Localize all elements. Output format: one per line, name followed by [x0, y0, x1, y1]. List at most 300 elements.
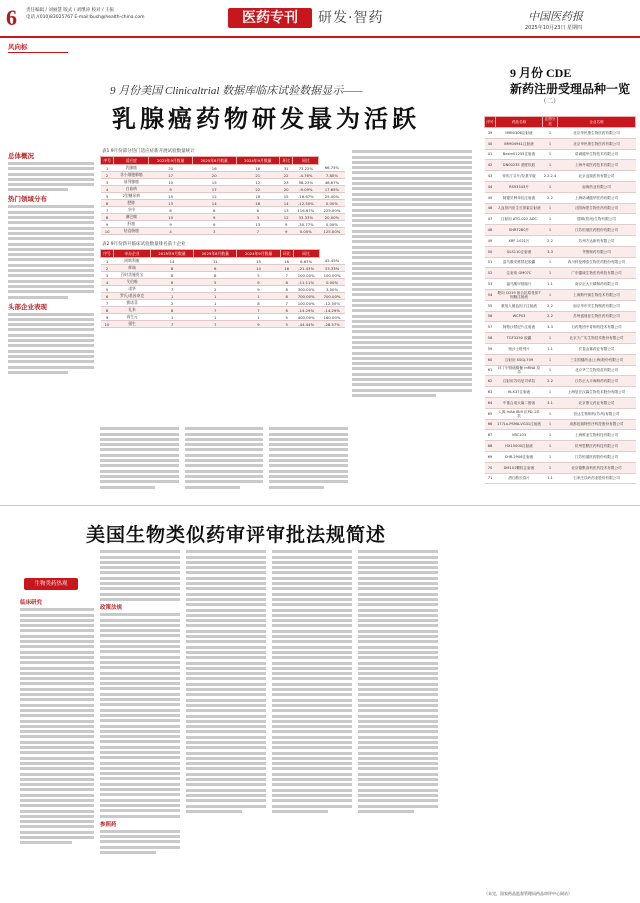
table-cell: 南京正大天晴制药有限公司: [558, 279, 636, 290]
table-cell: 注射用 ATG-022 ADC: [496, 214, 543, 225]
indication-table: [100, 156, 345, 235]
table-cell: 四川科伦博泰生物医药股份有限公司: [558, 257, 636, 268]
table-cell: 5: [194, 279, 237, 286]
table-cell: 8: [150, 307, 193, 314]
table-cell: 20: [192, 172, 236, 179]
table-cell: 13: [280, 207, 293, 214]
table-cell: 71: [485, 473, 496, 484]
table-row: [101, 228, 346, 235]
table-cell: 北京华兰生物疫苗有限公司: [558, 365, 636, 376]
table-cell: 5: [101, 286, 114, 293]
table-cell: 58.23%: [293, 179, 319, 186]
table-cell: 上海诺诚健华医药有限公司: [558, 192, 636, 203]
table-cell: QLS110注射液: [496, 246, 543, 257]
table-cell: 1: [543, 387, 558, 398]
table-cell: 9: [192, 221, 236, 228]
table-cell: 注射用苏培尼司单抗: [496, 376, 543, 387]
table-row: [485, 279, 636, 290]
editor-info: [26, 8, 186, 21]
table-row: [101, 321, 346, 328]
table-cell: 9: [149, 221, 193, 228]
table-cell: 45: [485, 192, 496, 203]
company-table: [100, 249, 345, 328]
table-cell: 北京华民康生物医药有限公司: [558, 138, 636, 149]
table-cell: 49: [485, 235, 496, 246]
table-row: [101, 307, 346, 314]
table-cell: 1.1: [543, 343, 558, 354]
table-cell: 2: [101, 265, 114, 272]
table-row: [101, 272, 346, 279]
table-cell: 1: [194, 314, 237, 321]
table-cell: 5: [280, 321, 293, 328]
table-cell: IMM04941注射液: [496, 138, 543, 149]
table-cell: 68: [485, 441, 496, 452]
table-row: [485, 203, 636, 214]
table-cell: 55: [485, 300, 496, 311]
page-number: 6: [6, 5, 17, 30]
table-cell: 前列腺癌: [114, 179, 149, 186]
table-cell: 41: [485, 149, 496, 160]
table-cell: 淋巴瘤: [114, 214, 149, 221]
table-cell: 上海斯丹赛生物技术有限公司: [558, 289, 636, 300]
table-row: [485, 376, 636, 387]
table-cell: 39: [485, 128, 496, 139]
th: 环比: [280, 157, 293, 165]
table-cell: 17.65%: [319, 186, 345, 193]
table-cell: 奥沙土格列片: [496, 343, 543, 354]
table-cell: 苏州盛迪亚生物医药有限公司: [558, 311, 636, 322]
table-cell: 9: [101, 221, 114, 228]
table-cell: 6: [101, 293, 114, 300]
table-cell: 4: [101, 186, 114, 193]
article2-col1: [20, 596, 94, 896]
table-cell: 9: [237, 286, 280, 293]
table-cell: 蒂布汀芬片/羟基苄胺: [496, 171, 543, 182]
table-cell: -12.50%: [293, 200, 319, 207]
table-cell: 2: [194, 286, 237, 293]
table-cell: 1: [150, 293, 193, 300]
table-cell: 8: [280, 293, 293, 300]
table-cell: -14.29%: [319, 307, 345, 314]
table-cell: 1: [543, 354, 558, 365]
table-cell: -12.50%: [319, 300, 345, 307]
table-cell: 10: [101, 321, 114, 328]
th: 序号: [485, 117, 496, 128]
table-cell: 苏州方达新药有限公司: [558, 235, 636, 246]
table-cell: 20: [280, 186, 293, 193]
table-row: [101, 286, 346, 293]
table-cell: 54: [485, 289, 496, 300]
th: 环比: [280, 250, 293, 258]
table-cell: 1: [101, 165, 114, 172]
table-cell: WCP03: [496, 311, 543, 322]
table-cell: 16: [236, 200, 280, 207]
table-row: [485, 160, 636, 171]
table-cell: 17: [149, 172, 193, 179]
table-cell: 13: [236, 221, 280, 228]
table-cell: 诺华: [114, 286, 151, 293]
article2-col5: [358, 548, 438, 898]
table-cell: 7.80%: [319, 172, 345, 179]
table-cell: 齐鲁制药有限公司: [558, 246, 636, 257]
th: 2025年8月数量: [194, 250, 237, 258]
th: 2025年8月数量: [192, 157, 236, 165]
table-cell: 5: [280, 314, 293, 321]
table-cell: 52: [485, 268, 496, 279]
table-cell: 13: [149, 200, 193, 207]
table-cell: -11.11%: [293, 279, 319, 286]
table-cell: 10: [149, 179, 193, 186]
table-cell: 北京迈瑞医药有限公司: [558, 171, 636, 182]
th: 注册分类: [543, 117, 558, 128]
table-cell: 3.00%: [319, 286, 345, 293]
table-cell: 116.67%: [293, 207, 319, 214]
table-cell: 15: [192, 179, 236, 186]
table-row: [101, 258, 346, 265]
table-cell: 177Lu-PSMA-VG31注射液: [496, 419, 543, 430]
table-cell: 16: [280, 258, 293, 265]
table-cell: 3: [192, 228, 236, 235]
table-cell: 非小细胞肺癌: [114, 172, 149, 179]
table-cell: 1: [543, 225, 558, 236]
table-cell: 25.00%: [319, 193, 345, 200]
table-cell: 7: [237, 307, 280, 314]
table-cell: 66.75%: [319, 165, 345, 172]
table-cell: 肝癌: [114, 221, 149, 228]
table-cell: 8: [280, 286, 293, 293]
th: 2024年9月数量: [236, 157, 280, 165]
subhead-companies: 头部企业表现: [8, 302, 47, 311]
table-cell: 1: [543, 257, 558, 268]
table-cell: 2.2: [543, 376, 558, 387]
table-cell: 8: [194, 272, 237, 279]
table-cell: TGF3250 胶囊: [496, 333, 543, 344]
article2-col2: [100, 548, 180, 898]
table-row: [485, 408, 636, 419]
table-cell: 69: [485, 451, 496, 462]
table-row: [101, 314, 346, 321]
table-row: [485, 387, 636, 398]
table-row: [101, 279, 346, 286]
table-cell: 6: [101, 200, 114, 207]
cde-subtitle: 新药注册受理品种一览: [510, 82, 631, 96]
article-title: 乳腺癌药物研发最为活跃: [112, 107, 420, 133]
table-cell: 100.00%: [319, 272, 345, 279]
table-cell: 2.2.2.4: [543, 171, 558, 182]
table-cell: 3.3: [543, 246, 558, 257]
table-cell: 70: [485, 462, 496, 473]
table-cell: 阿德贝利单抗注射液: [496, 192, 543, 203]
table-cell: 1: [543, 365, 558, 376]
table-cell: 石家庄以岭药业股份有限公司: [558, 473, 636, 484]
table-cell: 14: [280, 200, 293, 207]
table-cell: 10: [149, 214, 193, 221]
table-cell: 10: [101, 228, 114, 235]
table-cell: 31: [280, 165, 293, 172]
table-cell: 上海丹诺医药技术有限公司: [558, 160, 636, 171]
body-text-under-tables: [100, 425, 348, 505]
table-cell: 1.1: [543, 473, 558, 484]
table-cell: 成都纽瑞特医疗科技股份有限公司: [558, 419, 636, 430]
table-row: [485, 430, 636, 441]
table-cell: 9: [237, 321, 280, 328]
table-cell: 结直肠癌: [114, 228, 149, 235]
table-cell: -14.29%: [293, 307, 319, 314]
table-cell: 0.00%: [319, 221, 345, 228]
table-cell: 5: [101, 193, 114, 200]
table-cell: 罗氏/基因泰克: [114, 293, 151, 300]
table-cell: 15: [237, 258, 280, 265]
table-row: [485, 214, 636, 225]
table-cell: 福马酸甲基胺片: [496, 279, 543, 290]
table-cell: 1: [543, 419, 558, 430]
issue-date: 2025年10月23日 星期四: [525, 25, 583, 31]
table-cell: 辉瑞: [114, 265, 151, 272]
table-cell: 20.00%: [319, 214, 345, 221]
table-row: [485, 138, 636, 149]
table-cell: 1: [543, 214, 558, 225]
table-cell: 1: [543, 441, 558, 452]
table-row: [485, 451, 636, 462]
editor-line: 责任编辑 / 刘丽慧 版式 / 刘继涛 校对 / 王振: [26, 8, 114, 13]
table-cell: 14: [192, 200, 236, 207]
th: 同比: [293, 250, 319, 258]
table-cell: 7: [280, 272, 293, 279]
table-row: [101, 172, 346, 179]
table-cell: 7: [101, 300, 114, 307]
table-cell: 2.2: [543, 300, 558, 311]
table-cell: 三生国健药业(上海)股份有限公司: [558, 354, 636, 365]
table-cell: 北京康元药业有限公司: [558, 397, 636, 408]
table-cell: 上海维亚生物科技有限公司: [558, 430, 636, 441]
table-cell: 125.00%: [319, 228, 345, 235]
table-cell: 59: [485, 343, 496, 354]
left-column-text: [8, 148, 94, 426]
table-row: [485, 171, 636, 182]
table-cell: 南海药业有限公司: [558, 181, 636, 192]
table-cell: 6: [280, 307, 293, 314]
table-cell: 8: [237, 300, 280, 307]
table-cell: DN00235 酒度软胶: [496, 160, 543, 171]
table-cell: 2.2: [543, 311, 558, 322]
table-cell: 2: [150, 300, 193, 307]
table-cell: 16: [192, 165, 236, 172]
th: 2024年9月数量: [237, 250, 280, 258]
table-cell: XRF-1021片: [496, 235, 543, 246]
table-cell: 12: [280, 214, 293, 221]
table-cell: -16.67%: [293, 193, 319, 200]
table-cell: 1: [237, 314, 280, 321]
table-cell: 酒石酸长春片: [496, 473, 543, 484]
table-cell: 67: [485, 430, 496, 441]
table-row: [485, 246, 636, 257]
table-cell: 300.00%: [293, 286, 319, 293]
table-cell: 南京华东安生物制药有限公司: [558, 300, 636, 311]
table-cell: 40: [485, 138, 496, 149]
table-row: [485, 181, 636, 192]
table-cell: -30.77%: [293, 221, 319, 228]
table-row: [485, 268, 636, 279]
subhead-areas: 热门领域分布: [8, 195, 47, 204]
table-cell: 73.22%: [293, 165, 319, 172]
editor-line: 电话 /(010)83025767 E-mail:bush@health-china.com: [26, 14, 145, 20]
table1-title: 表1 9月份部分热门适应症新开展试验数量统计: [102, 149, 195, 154]
table-cell: 33.33%: [319, 265, 345, 272]
table-cell: 8: [149, 207, 193, 214]
table-row: [485, 128, 636, 139]
table-cell: 强生: [114, 321, 151, 328]
table-cell: 8: [101, 214, 114, 221]
table-cell: 艾伯维: [114, 279, 151, 286]
table-cell: 北京德默高科医药技术有限公司: [558, 462, 636, 473]
table-cell: 人血管内皮生长抑素注射液: [496, 203, 543, 214]
article2-col3: [186, 548, 266, 898]
table-cell: 2.2: [543, 235, 558, 246]
table-cell: 1: [101, 258, 114, 265]
th: 序号: [101, 250, 114, 258]
table-cell: 1: [194, 300, 237, 307]
table-cell: -44.44%: [293, 321, 319, 328]
table-cell: 42: [485, 160, 496, 171]
table-cell: 1: [543, 128, 558, 139]
table-cell: 160.00%: [319, 314, 345, 321]
table-cell: 4: [149, 228, 193, 235]
table-cell: 15: [149, 193, 193, 200]
table-row: [101, 221, 346, 228]
table-cell: 7: [194, 307, 237, 314]
table-cell: 16: [280, 265, 293, 272]
table-cell: 15: [280, 193, 293, 200]
table-cell: 1: [543, 268, 558, 279]
table-cell: 66: [485, 419, 496, 430]
table-cell: 6.67%: [293, 258, 319, 265]
table-cell: -4.76%: [293, 172, 319, 179]
table-row: [101, 207, 346, 214]
table-cell: 沈阳海思生物医药有限公司: [558, 203, 636, 214]
table-cell: 礼来: [114, 307, 151, 314]
table-cell: 诺诚健华生物技术有限公司: [558, 149, 636, 160]
page-header: [0, 0, 640, 38]
table-row: [485, 192, 636, 203]
paper-name: 中国医药报: [528, 11, 583, 23]
table-cell: HLX37注射液: [496, 387, 543, 398]
table-cell: 7: [236, 228, 280, 235]
article2-col4: [272, 548, 352, 898]
th: 适应症: [114, 157, 149, 165]
table-cell: 7: [101, 207, 114, 214]
table-cell: 中重合成大麻二酚油: [496, 397, 543, 408]
table-cell: 1: [543, 462, 558, 473]
table-cell: 德琪(杭州)生物有限公司: [558, 214, 636, 225]
table-cell: 400.00%: [293, 314, 319, 321]
table-cell: 赛诺菲: [114, 300, 151, 307]
table-cell: 信达生物制药(苏州)有限公司: [558, 408, 636, 419]
table-row: [485, 235, 636, 246]
table-row: [485, 333, 636, 344]
table-cell: 6: [150, 279, 193, 286]
table-row: [485, 419, 636, 430]
table-row: [485, 289, 636, 300]
table-cell: 阿帕沙替尼片注射液: [496, 322, 543, 333]
table-row: [485, 311, 636, 322]
table-cell: 北京华民康生物医药有限公司: [558, 128, 636, 139]
subhead-overview: 总体概况: [8, 152, 34, 160]
table-row: [485, 257, 636, 268]
table-cell: 6: [192, 207, 236, 214]
table-row: [485, 365, 636, 376]
table-cell: -21.43%: [293, 265, 319, 272]
table-cell: 1: [543, 289, 558, 300]
table-cell: 7: [194, 321, 237, 328]
table-cell: 肥胖: [114, 200, 149, 207]
table-cell: 14: [237, 265, 280, 272]
table-cell: 8: [280, 279, 293, 286]
th: 序号: [101, 157, 114, 165]
table-cell: 0.00%: [293, 228, 319, 235]
table-cell: 63: [485, 387, 496, 398]
table-cell: 20: [149, 165, 193, 172]
th: 2025年9月数量: [149, 157, 193, 165]
table-cell: 上海复宏汉霖生物技术股份有限公司: [558, 387, 636, 398]
table-cell: SHR-2906注射液: [496, 451, 543, 462]
table-cell: 61: [485, 365, 496, 376]
column-label-rule: [8, 52, 68, 53]
table-cell: 50: [485, 246, 496, 257]
table-cell: -28.57%: [319, 321, 345, 328]
table-cell: 白血病: [114, 186, 149, 193]
table-cell: 广东疆域生物医药科技有限公司: [558, 268, 636, 279]
subhead-clinical: 临床研究: [20, 600, 43, 606]
table-cell: 富马酸安维替尼胶囊: [496, 257, 543, 268]
table-cell: 60: [485, 354, 496, 365]
table-cell: 1: [194, 293, 237, 300]
section-title: 研发·智药: [318, 10, 384, 26]
table2-title: 表2 9月份新开临床试验数量排名前十企业: [102, 242, 186, 247]
body-text-middle-column: [352, 148, 472, 416]
tables-area: [100, 148, 345, 328]
header-rule: [0, 36, 640, 38]
table-row: [485, 397, 636, 408]
table-cell: 22: [236, 186, 280, 193]
table-cell: 14: [150, 258, 193, 265]
section-pill: 医药专刊: [228, 8, 312, 28]
table-cell: VBC103: [496, 430, 543, 441]
cde-table: [484, 116, 636, 484]
th: 企业名称: [558, 117, 636, 128]
table-row: [101, 186, 346, 193]
table-cell: 0.00%: [319, 279, 345, 286]
table-cell: 12: [192, 193, 236, 200]
table-cell: 18: [236, 165, 280, 172]
table-cell: 33.33%: [293, 214, 319, 221]
table-cell: 7: [150, 286, 193, 293]
table-cell: 1: [543, 203, 558, 214]
table-cell: 9: [280, 221, 293, 228]
table-cell: 注射用 SSGJ-709: [496, 354, 543, 365]
table-row: [485, 462, 636, 473]
table-row: [101, 200, 346, 207]
table-cell: 3: [236, 214, 280, 221]
table-cell: 56: [485, 311, 496, 322]
table-cell: 百时美施贵宝: [114, 272, 151, 279]
table-cell: 100.00%: [293, 300, 319, 307]
table-cell: 4: [101, 279, 114, 286]
table-cell: 21: [236, 172, 280, 179]
article2-title: 美国生物类似药审评审批法规简述: [86, 525, 387, 546]
table-cell: 1: [543, 149, 558, 160]
table-cell: 卒中: [114, 207, 149, 214]
table-cell: -9.09%: [293, 186, 319, 193]
